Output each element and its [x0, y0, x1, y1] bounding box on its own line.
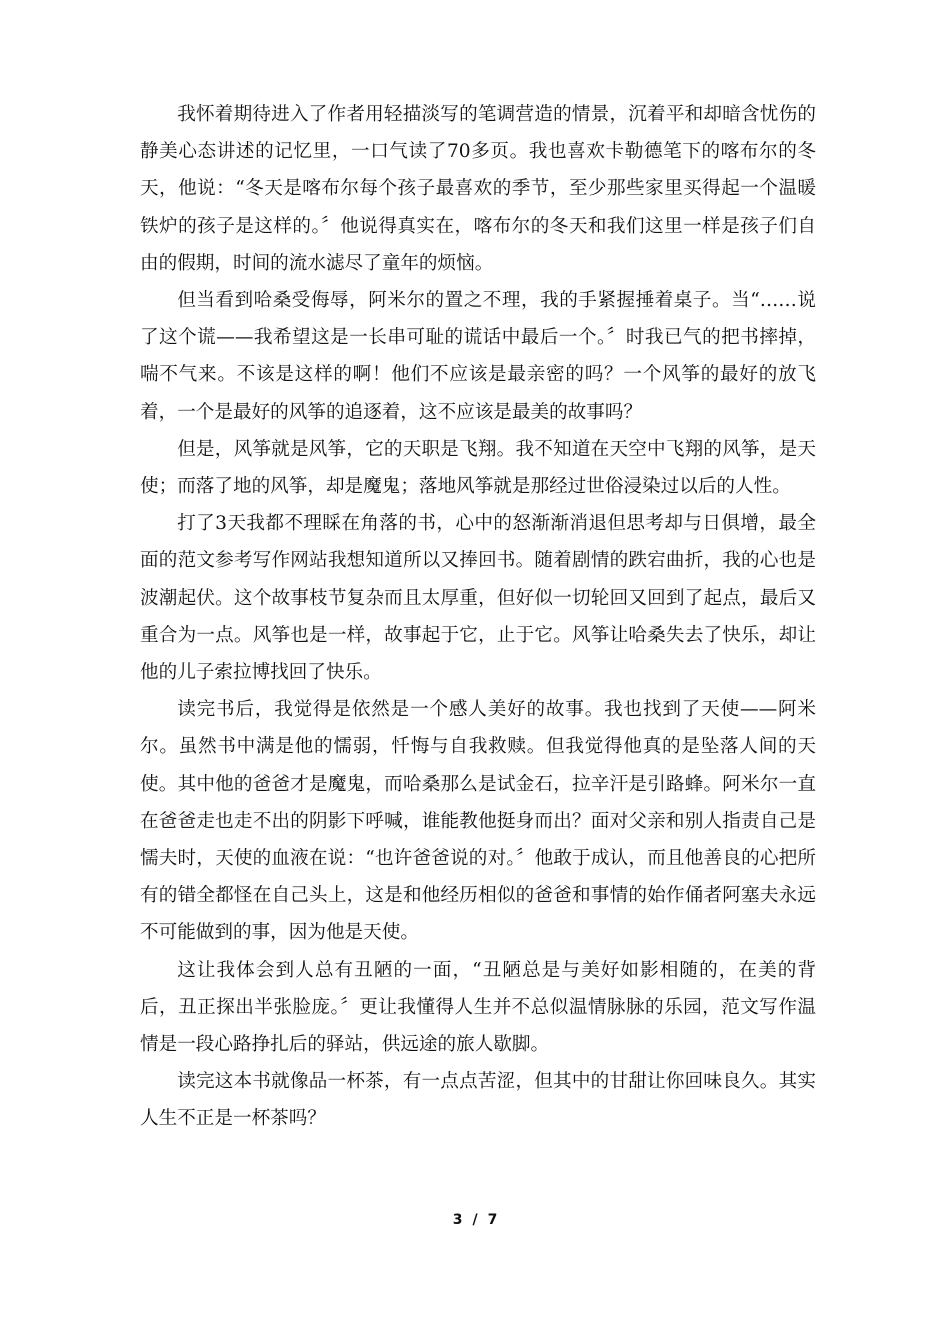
document-body [140, 96, 816, 1138]
paragraph-6: 这让我体会到人总有丑陋的一面，“丑陋总是与美好如影相随的，在美的背后，丑正探出半张脸庞。〞更让我懂得人生并不总似温情脉脉的乐园，范文写作温情是一段心路挣扎后的驿站，供远途的旅人歇脚。 [140, 959, 816, 1056]
paragraph-5: 读完书后，我觉得是依然是一个感人美好的故事。我也找到了天使——阿米尔。虽然书中满是他的懦弱，忏悔与自我救赎。但我觉得他真的是坠落人间的天使。其中他的爸爸才是魔鬼，而哈桑那么是试金石，拉辛汗是引路蜂。阿米尔一直在爸爸走也走不出的阴影下呼喊，谁能教他挺身而出？面对父亲和别人指责自己是懦夫时，天使的血液在说：“也许爸爸说的对。〞他敢于成认，而且他善良的心把所有的错全都怪在自己头上，这是和他经历相似的爸爸和事情的始作俑者阿塞夫永远不可能做到的事，因为他是天使。 [140, 699, 816, 944]
total-pages-number: 7 [487, 1212, 498, 1228]
paragraph-2: 但当看到哈桑受侮辱，阿米尔的置之不理，我的手紧握捶着桌子。当“……说了这个谎——我希望这是一长串可耻的谎话中最后一个。〞时我已气的把书摔掉，喘不气来。不该是这样的啊！他们不应该是最亲密的吗？一个风筝的最好的放飞着，一个是最好的风筝的追逐着，这不应该是最美的故事吗？ [140, 290, 816, 423]
paragraph-1: 我怀着期待进入了作者用轻描淡写的笔调营造的情景，沉着平和却暗含忧伤的静美心态讲述的记忆里，一口气读了70多页。我也喜欢卡勒德笔下的喀布尔的冬天，他说：“冬天是喀布尔每个孩子最喜欢的季节，至少那些家里买得起一个温暖铁炉的孩子是这样的。〞他说得真实在，喀布尔的冬天和我们这里一样是孩子们自由的假期，时间的流水滤尽了童年的烦恼。 [140, 104, 816, 274]
paragraph-3: 但是，风筝就是风筝，它的天职是飞翔。我不知道在天空中飞翔的风筝，是天使；而落了地的风筝，却是魔鬼；落地风筝就是那经过世俗浸染过以后的人性。 [140, 438, 816, 498]
paragraph-7: 读完这本书就像品一杯茶，有一点点苦涩，但其中的甘甜让你回味良久。其实人生不正是一杯茶吗？ [140, 1071, 816, 1130]
paragraph-4: 打了3天我都不理睬在角落的书，心中的怒渐渐消退但思考却与日俱增，最全面的范文参考写作网站我想知道所以又捧回书。随着剧情的跌宕曲折，我的心也是波潮起伏。这个故事枝节复杂而且太厚重，但好似一切轮回又回到了起点，最后又重合为一点。风筝也是一样，故事起于它，止于它。风筝让哈桑失去了快乐，却让他的儿子索拉博找回了快乐。 [140, 513, 816, 684]
page-separator: / [472, 1212, 478, 1228]
page-number-footer [0, 1212, 950, 1228]
current-page-number: 3 [452, 1212, 463, 1228]
